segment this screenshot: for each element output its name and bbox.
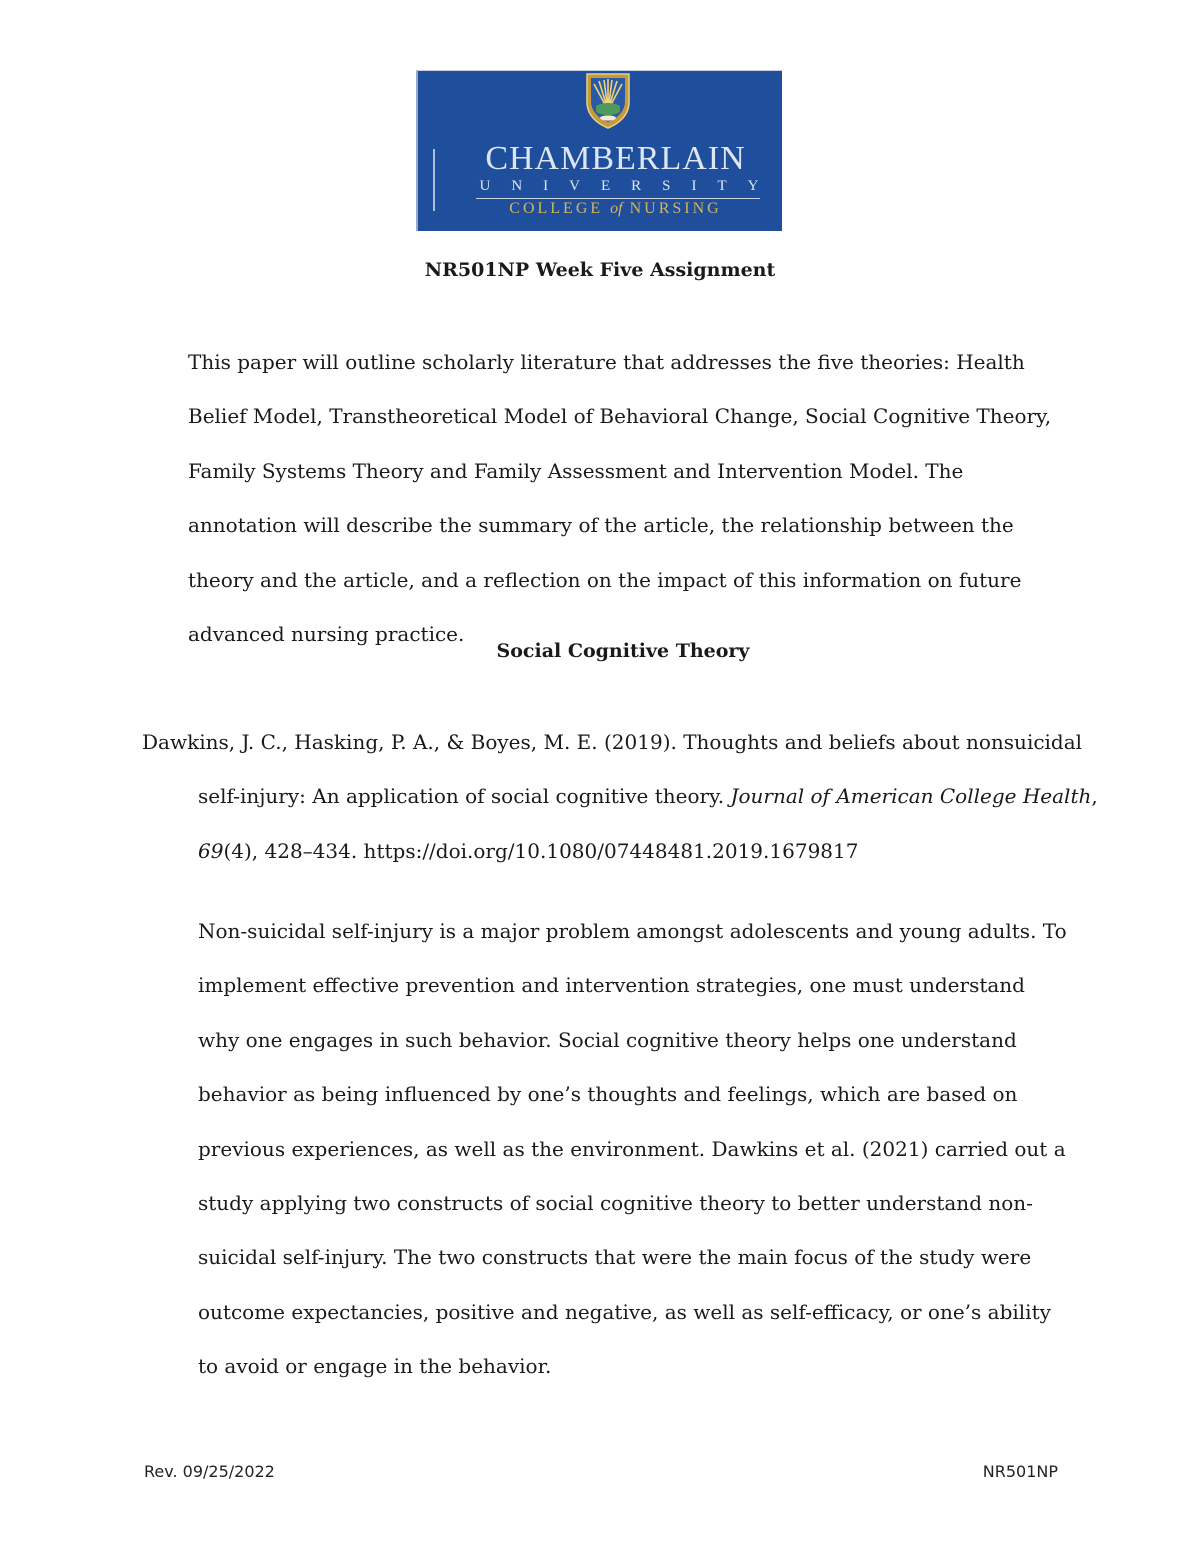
- footer-course-code: NR501NP: [982, 1462, 1058, 1481]
- chamberlain-logo: [416, 70, 782, 231]
- logo-college-name: [458, 199, 773, 219]
- reference-journal: Journal of American College Health: [730, 784, 1092, 809]
- reference-issue-pages-doi: (4), 428–434. https://doi.org/10.1080/07448481.2019.1679817: [223, 838, 859, 863]
- footer-revision-date: Rev. 09/25/2022: [144, 1462, 275, 1481]
- logo-divider: [433, 149, 435, 211]
- document-title: NR501NP Week Five Assignment: [424, 259, 776, 281]
- section-heading: Social Cognitive Theory: [496, 640, 750, 662]
- university-crest-icon: [584, 72, 632, 130]
- reference-volume: 69: [198, 838, 224, 863]
- logo-university-subtitle: UNIVERSITY: [479, 178, 780, 194]
- reference-separator: ,: [1091, 784, 1098, 809]
- logo-college-prefix: COLLEGE: [509, 200, 604, 217]
- reference-authors-title: Dawkins, J. C., Hasking, P. A., & Boyes, M. E. (2019). Thoughts and beliefs about nonsuicidal self-injury: An application of social cognitive theory.: [142, 730, 1083, 809]
- logo-college-of: of: [610, 200, 623, 217]
- apa-reference: [142, 715, 1128, 878]
- logo-college-suffix: NURSING: [629, 200, 722, 217]
- annotation-paragraph: Non-suicidal self-injury is a major problem amongst adolescents and young adults. To implement effective prevention and intervention strategies, one must understand why one engages in such behavior. Social cognitive theory helps one understand behavior as being influenced by one’s thoughts and feelings, which are based on previous experiences, as well as the environment. Dawkins et al. (2021) carried out a study applying two constructs of social cognitive theory to better understand non-suicidal self-injury. The two constructs that were the main focus of the study were outcome expectancies, positive and negative, as well as self-efficacy, or one’s ability to avoid or engage in the behavior.: [198, 919, 1067, 1379]
- logo-university-name: CHAMBERLAIN: [485, 140, 746, 177]
- intro-paragraph: This paper will outline scholarly literature that addresses the five theories: Health Belief Model, Transtheoretical Model of Behavioral Change, Social Cognitive Theory, Family Systems Theory and Family Assessment and Intervention Model. The annotation will describe the summary of the article, the relationship between the theory and the article, and a reflection on the impact of this information on future advanced nursing practice.: [188, 350, 1052, 647]
